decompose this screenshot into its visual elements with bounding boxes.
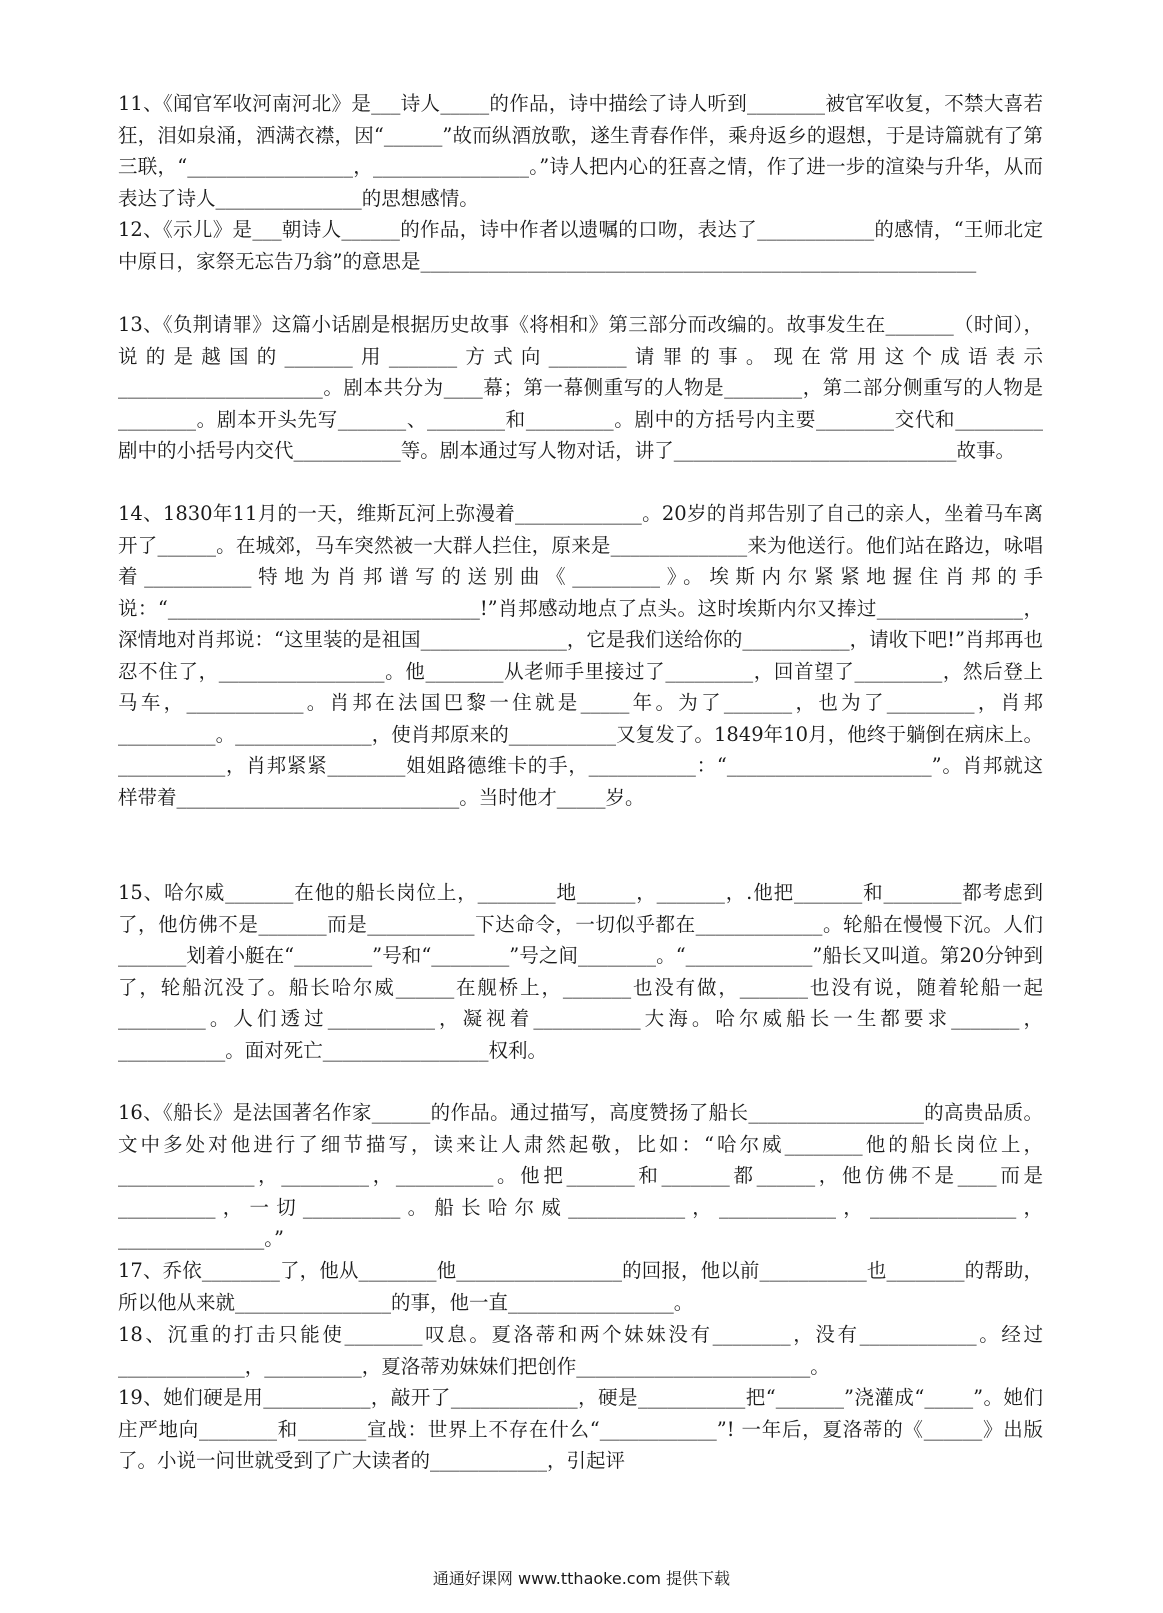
question-14: 14、1830年11月的一天，维斯瓦河上弥漫着_____________。20岁的肖邦告别了自己的亲人，坐着马车离开了______。在城郊，马车突然被一大群人拦住，原来是______________来为他送行。他们站在路边，咏唱着___________特地为肖邦谱写的送别曲《_________》。埃斯内尔紧紧地握住肖邦的手说：“________________________________!”肖邦感动地点了点头。这时埃斯内尔又捧过_______________，深情地对肖邦说：“这里装的是祖国_______________，它是我们送给你的___________，请收下吧!”肖邦再也忍不住了，_________________。他________从老师手里接过了_________，回首望了_________，然后登上马车，____________。肖邦在法国巴黎一住就是_____年。为了_______，也为了_________，肖邦__________。______________，使肖邦原来的___________又复发了。1849年10月，他终于躺倒在病床上。___________，肖邦紧紧________姐姐路德维卡的手，___________：“_____________________”。肖邦就这样带着_____________________________。当时他才_____岁。 — [118, 502, 1043, 809]
question-15: 15、哈尔威_______在他的船长岗位上，________地______，_______，.他把_______和________都考虑到了，他仿佛不是_______而是___________下达命令，一切似乎都在_____________。轮船在慢慢下沉。人们_______划着小艇在“________”号和“________”号之间________。“_____________”船长又叫道。第20分钟到了，轮船沉没了。船长哈尔威______在舰桥上，_______也没有做，_______也没有说，随着轮船一起_________。人们透过___________，凝视着___________大海。哈尔威船长一生都要求_______，___________。面对死亡_________________权利。 — [118, 881, 1043, 1062]
question-18: 18、沉重的打击只能使________叹息。夏洛蒂和两个妹妹没有________，没有____________。经过_____________，__________，夏洛蒂劝妹妹们把创作________________________。 — [118, 1323, 1043, 1378]
question-17: 17、乔依________了，他从________他_________________的回报，他以前___________也________的帮助，所以他从来就________________的事，他一直_________________。 — [118, 1259, 1043, 1314]
question-12: 12、《示儿》是___朝诗人______的作品，诗中作者以遗嘱的口吻，表达了____________的感情，“王师北定中原日，家祭无忘告乃翁”的意思是_________________________________________________________ — [118, 218, 1043, 273]
question-11: 11、《闻官军收河南河北》是___诗人_____的作品，诗中描绘了诗人听到________被官军收复，不禁大喜若狂，泪如泉涌，洒满衣襟，因“______”故而纵酒放歌，遂生青春作伴，乘舟返乡的遐想，于是诗篇就有了第三联，“_________________，________________。”诗人把内心的狂喜之情，作了进一步的渲染与升华，从而表达了诗人_______________的思想感情。 — [118, 92, 1043, 210]
page-footer: 通通好课网 www.tthaoke.com 提供下载 — [432, 1569, 731, 1588]
question-19: 19、她们硬是用___________，敲开了_____________，硬是___________把“_______”浇灌成“_____”。她们庄严地向________和_______宣战：世界上不存在什么“____________”! 一年后，夏洛蒂的《______》出版了。小说一问世就受到了广大读者的____________，引起评 — [118, 1386, 1043, 1472]
question-16: 16、《船长》是法国著名作家______的作品。通过描写，高度赞扬了船长__________________的高贵品质。文中多处对他进行了细节描写，读来让人肃然起敬，比如：“哈尔威________他的船长岗位上，______________，_________，__________。他把_______和_______都______，他仿佛不是____而是__________，一切__________。船长哈尔威____________，____________，_______________，_______________。” — [118, 1101, 1043, 1250]
question-13: 13、《负荆请罪》这篇小话剧是根据历史故事《将相和》第三部分而改编的。故事发生在_______（时间），说的是越国的_______用_______方式向________请罪的事。现在常用这个成语表示_____________________。剧本共分为____幕；第一幕侧重写的人物是________，第二部分侧重写的人物是________。剧本开头先写_______、________和_________。剧中的方括号内主要________交代和_________剧中的小括号内交代___________等。剧本通过写人物对话，讲了_____________________________故事。 — [118, 313, 1043, 462]
